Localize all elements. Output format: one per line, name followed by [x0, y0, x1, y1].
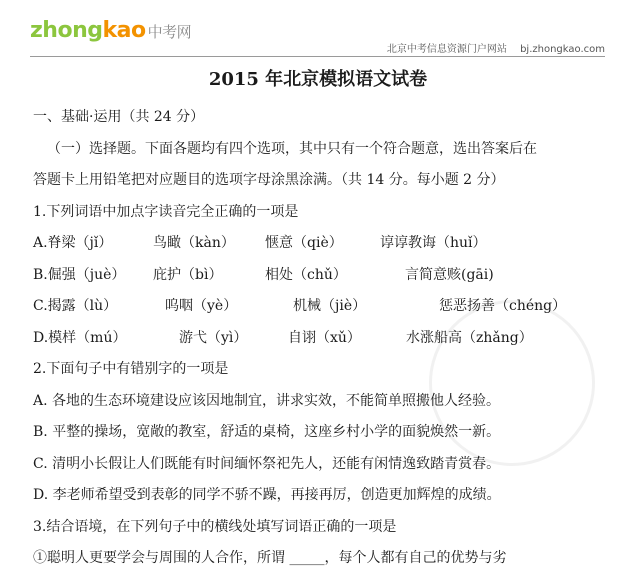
q1-c-word-1: C.揭露（lù） [33, 298, 118, 314]
q1-option-a [33, 228, 603, 260]
q1-a-word-3: 惬意（qiè） [265, 235, 343, 251]
q1-option-c [33, 291, 603, 323]
q2-option-a: A. 各地的生态环境建设应该因地制宜，讲求实效，不能简单照搬他人经验。 [33, 392, 501, 409]
question-1: 1.下列词语中加点字读音完全正确的一项是 [33, 203, 299, 220]
instructions-line-2: 答题卡上用铅笔把对应题目的选项字母涂黑涂满。（共 14 分。每小题 2 分） [33, 172, 505, 188]
q1-d-word-1: D.模样（mú） [33, 329, 127, 346]
q2-option-b: B. 平整的操场，宽敞的教室，舒适的桌椅，这座乡村小学的面貌焕然一新。 [33, 424, 501, 440]
q1-b-word-1: B.倔强（juè） [33, 266, 126, 283]
section-heading: 一、基础·运用（共 24 分） [33, 109, 205, 125]
q1-c-word-3: 机械（jiè） [293, 298, 367, 314]
q1-option-d [33, 323, 603, 355]
q1-option-b [33, 260, 603, 292]
site-header [0, 0, 635, 56]
q2-option-c: C. 清明小长假让人们既能有时间缅怀祭祀先人，还能有闲情逸致踏青赏春。 [33, 455, 501, 472]
doc-title: 2015 年北京模拟语文试卷 [208, 69, 428, 90]
q1-a-word-1: A.脊梁（jǐ） [33, 235, 113, 251]
question-2: 2.下面句子中有错别字的一项是 [33, 361, 229, 377]
q3-sentence-1: ①聪明人更要学会与周围的人合作，所谓 _____，每个人都有自己的优势与劣 [33, 550, 507, 566]
logo-kao: kao [102, 18, 146, 43]
q1-b-word-2: 庇护（bì） [153, 266, 223, 283]
site-url[interactable]: bj.zhongkao.com [520, 44, 605, 55]
q1-a-word-4: 谆谆教诲（huǐ） [380, 235, 487, 251]
logo-zhong: zhong [30, 18, 103, 43]
site-info [377, 40, 605, 55]
q1-b-word-3: 相处（chǔ） [265, 266, 347, 283]
q1-c-word-4: 惩恶扬善（chéng） [439, 298, 567, 314]
q1-d-word-4: 水涨船高（zhǎng） [406, 329, 533, 346]
logo-cn: 中考网 [147, 23, 192, 41]
q1-b-word-4: 言简意赅(gāi) [405, 266, 494, 283]
question-3: 3.结合语境，在下列句子中的横线处填写词语正确的一项是 [33, 518, 397, 535]
document-body [33, 60, 603, 575]
q1-d-word-2: 游弋（yì） [179, 329, 248, 346]
site-name: 北京中考信息资源门户网站 [386, 44, 507, 55]
q1-d-word-3: 自诩（xǔ） [288, 329, 361, 346]
instructions-line-1: （一）选择题。下面各题均有四个选项，其中只有一个符合题意，选出答案后在 [47, 140, 537, 157]
header-divider [30, 56, 605, 57]
zhongkao-logo[interactable] [30, 18, 191, 43]
q2-option-d: D. 李老师希望受到表彰的同学不骄不躁，再接再厉，创造更加辉煌的成绩。 [33, 487, 501, 503]
q1-a-word-2: 鸟瞰（kàn） [153, 235, 235, 251]
q1-c-word-2: 呜咽（yè） [165, 298, 238, 314]
